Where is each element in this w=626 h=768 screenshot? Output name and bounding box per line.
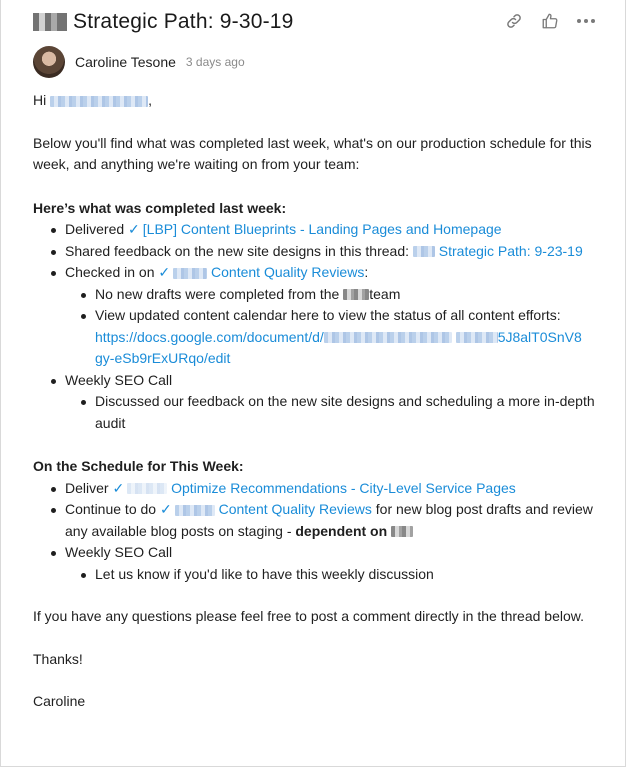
task-link-content-quality-reviews[interactable]: ✓ Content Quality Reviews <box>158 264 365 280</box>
thanks-text: Thanks! <box>33 650 83 667</box>
message-body <box>33 90 603 713</box>
list-item: View updated content calendar here to view the status of all content efforts: https://docs.google.com/document/d/ 5J8alT0SnV8 gy-eSb9rExURqo/edit <box>63 305 603 370</box>
thread-link-strategic-path[interactable]: Strategic Path: 9-23-19 <box>413 243 583 259</box>
redacted-text <box>175 505 215 516</box>
checkmark-icon: ✓ <box>158 264 171 280</box>
list-item: Weekly SEO Call Discussed our feedback on the new site designs and scheduling a more in-depth audit <box>33 370 603 435</box>
checkmark-icon: ✓ <box>112 479 125 496</box>
more-icon[interactable] <box>575 10 597 32</box>
list-item: Shared feedback on the new site designs in this thread: Strategic Path: 9-23-19 <box>33 241 603 263</box>
task-link-optimize-recommendations[interactable]: ✓ Optimize Recommendations - City-Level Service Pages <box>112 479 516 496</box>
message-header <box>33 6 605 38</box>
redacted-text <box>413 246 435 257</box>
author-name[interactable]: Caroline Tesone <box>75 54 176 70</box>
redacted-text <box>343 289 369 300</box>
sub-list <box>33 391 603 434</box>
header-actions <box>503 10 597 32</box>
redacted-text <box>391 526 413 537</box>
redacted-text <box>456 332 498 343</box>
list-item: Let us know if you'd like to have this weekly discussion <box>63 564 603 586</box>
schedule-heading: On the Schedule for This Week: <box>33 458 244 474</box>
avatar[interactable] <box>33 46 65 78</box>
questions-paragraph: If you have any questions please feel free to post a comment directly in the thread below. <box>33 608 584 624</box>
project-icon <box>33 13 67 31</box>
author-row <box>33 46 245 78</box>
post-timestamp: 3 days ago <box>185 55 245 69</box>
redacted-text <box>324 332 452 343</box>
task-link-content-quality-reviews-2[interactable]: ✓ Content Quality Reviews <box>159 501 372 517</box>
page-title: Strategic Path: 9-30-19 <box>73 10 294 33</box>
thumbs-up-icon[interactable] <box>539 10 561 32</box>
signoff-text: Caroline <box>33 693 86 709</box>
checkmark-icon: ✓ <box>159 501 172 517</box>
greeting: Hi , <box>33 92 153 108</box>
list-item: Weekly SEO Call Let us know if you'd like to have this weekly discussion <box>33 542 603 585</box>
google-doc-link[interactable]: https://docs.google.com/document/d/ 5J8alT0SnV8 gy-eSb9rExURqo/edit <box>95 328 582 366</box>
list-item: Delivered ✓ [LBP] Content Blueprints - Landing Pages and Homepage <box>33 219 603 241</box>
schedule-list <box>33 478 603 586</box>
link-icon[interactable] <box>503 10 525 32</box>
list-item: No new drafts were completed from the team <box>63 284 603 306</box>
list-item: Discussed our feedback on the new site designs and scheduling a more in-depth audit <box>63 391 603 434</box>
list-item: Continue to do ✓ Content Quality Reviews for new blog post drafts and review any available blog posts on staging - dependent on <box>33 499 603 542</box>
list-item: Checked in on ✓ Content Quality Reviews: No new drafts were completed from the team View updated content calendar here to view the status of all content efforts: https://docs.google.com/document/d/ 5J8alT0SnV8 gy-eSb9rExURqo/edit <box>33 262 603 370</box>
checkmark-icon: ✓ <box>128 221 140 237</box>
sub-list <box>33 564 603 586</box>
redacted-text <box>173 268 207 279</box>
intro-paragraph: Below you'll find what was completed last week, what's on our production schedule for this week, and anything we're waiting on from your team: <box>33 134 592 172</box>
sub-list <box>33 284 603 370</box>
list-item: Deliver ✓ Optimize Recommendations - City-Level Service Pages <box>33 478 603 500</box>
redacted-text <box>127 483 167 494</box>
completed-list <box>33 219 603 434</box>
task-link-content-blueprints[interactable]: ✓ [LBP] Content Blueprints - Landing Pages and Homepage <box>128 221 502 237</box>
redacted-name <box>50 96 148 107</box>
completed-heading: Here’s what was completed last week: <box>33 199 287 216</box>
